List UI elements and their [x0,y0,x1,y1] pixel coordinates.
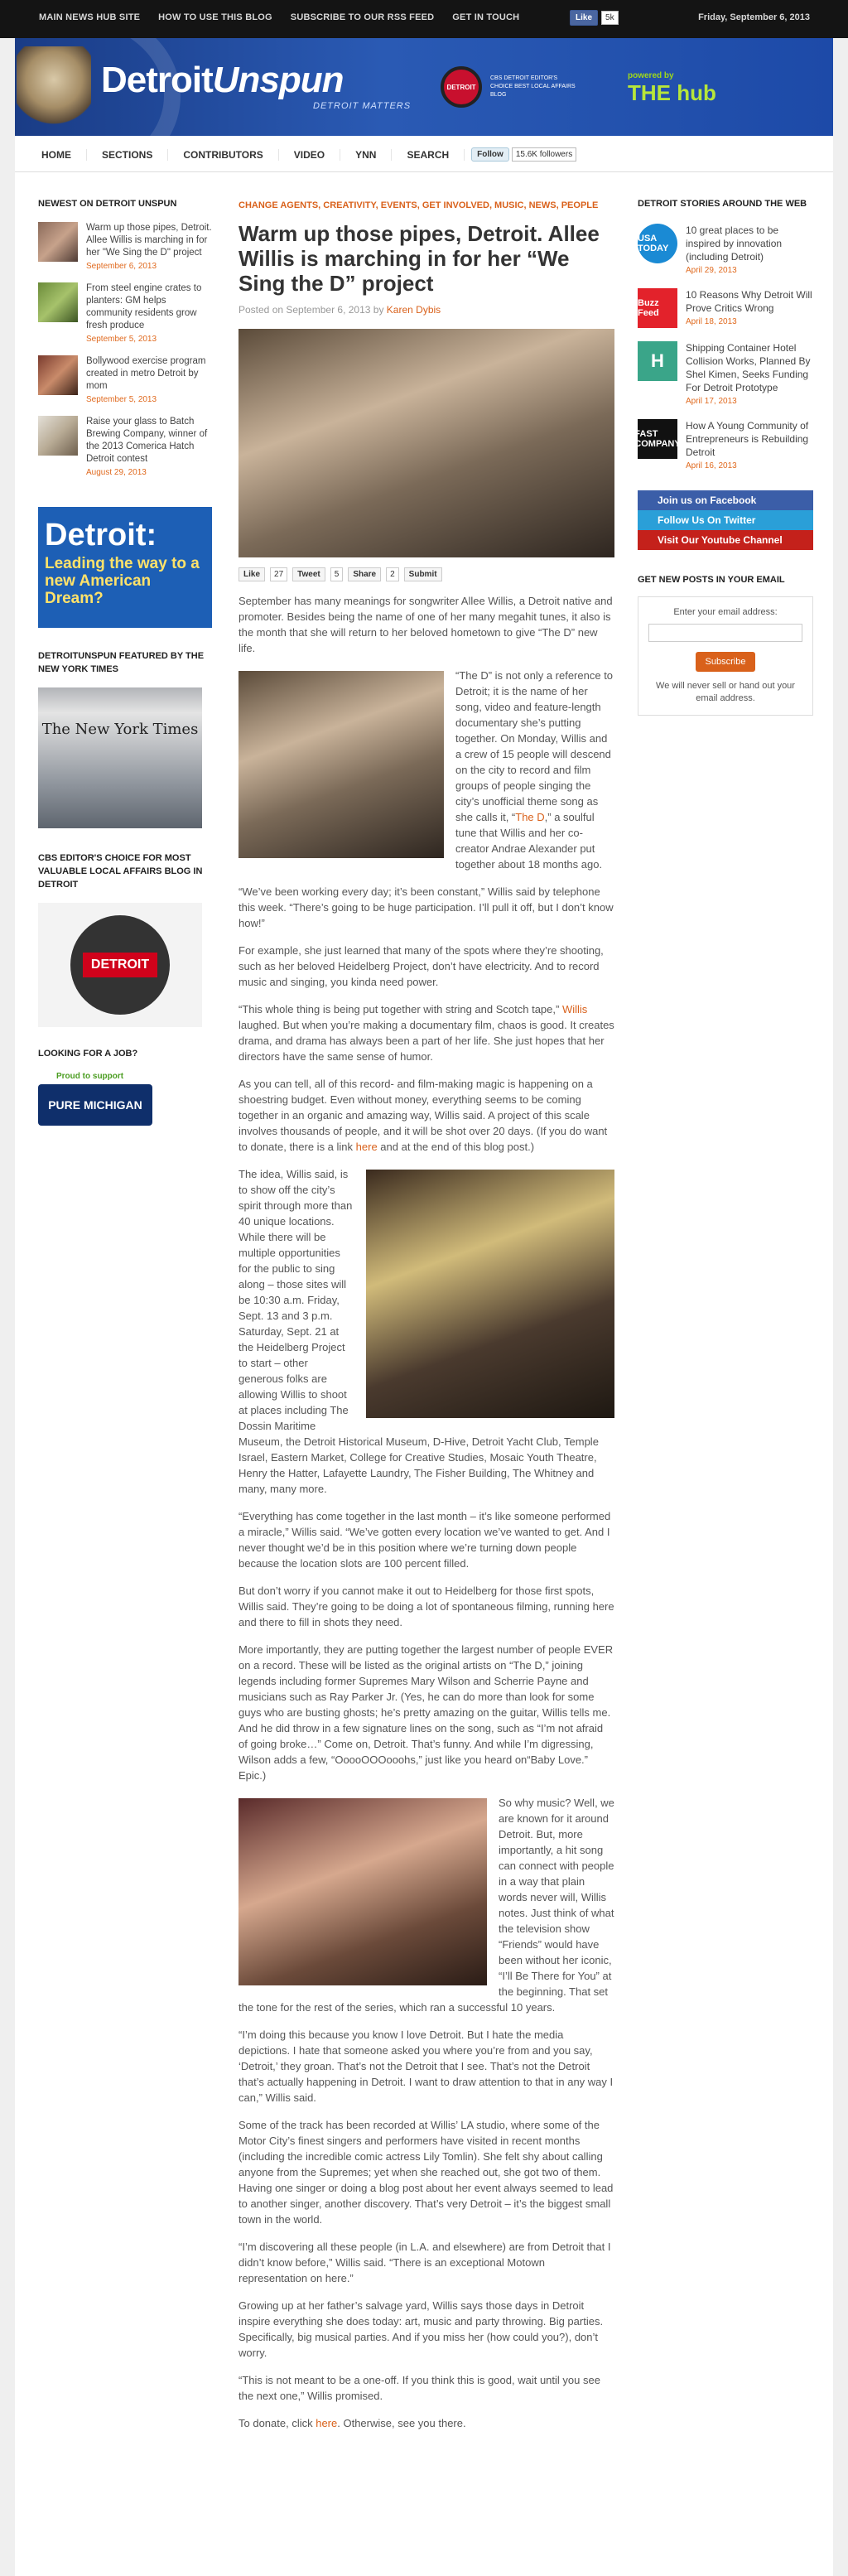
posted-date: Posted on September 6, 2013 by [238,304,384,316]
web-story[interactable] [638,341,813,406]
paragraph-text: To donate, click [238,2417,316,2429]
article-photo-group [238,671,444,858]
pure-michigan-label: Proud to support [56,1072,124,1081]
news-date: September 5, 2013 [86,395,157,404]
web-story-title[interactable]: 10 Reasons Why Detroit Will Prove Critics Wrong [686,289,812,314]
hub-logo: THE hub [628,80,716,105]
valuable-blogger-badge[interactable] [38,903,202,1027]
email-label: Enter your email address: [673,607,778,617]
nav-contributors[interactable]: CONTRIBUTORS [168,149,278,161]
article-hero-photo [238,329,614,557]
nav-search[interactable]: SEARCH [392,149,465,161]
nyt-title: DETROITUNSPUN FEATURED BY THE NEW YORK TIMES [38,651,205,674]
article-paragraph: Growing up at her father’s salvage yard, Willis says those days in Detroit inspire everything she does today: art, music and party throwing. Big parties. Specifically, big musical parties. And if you miss her (how could you?), don’t worry. [238,2299,604,2359]
top-link-rss[interactable]: SUBSCRIBE TO OUR RSS FEED [290,12,435,22]
paragraph-text: “The D” is not only a reference to Detroit; it is the name of her song, video and feature-length documentary she’s putting together. On Monday, Willis and a crew of 15 people will descend on the city to record and film groups of people singing the city’s unofficial theme song as she calls it, “ [455,669,614,823]
blogger-seal-icon [70,915,170,1015]
article-photo-studio [366,1170,614,1418]
powered-by-hub[interactable] [628,71,716,106]
facebook-like-button[interactable]: Like [570,10,598,26]
social-buttons [638,490,813,550]
buzzfeed-logo-icon: Buzz Feed [638,288,677,328]
logo-part-b: Unspun [212,60,344,100]
willis-link[interactable]: Willis [561,1003,588,1015]
web-story-title[interactable]: Shipping Container Hotel Collision Works, Planned By Shel Kimen, Seeks Funding For Detroit Prototype [686,342,811,393]
paragraph-text: So why music? Well, we are known for it around Detroit. But, more importantly, a hit song can connect with people in a way that plain words never will, Willis notes. Just think of what the television show “Friends” would have been without her iconic, “I’ll Be There for You” at the beginning. That set the tone for the rest of the series, which ran a successful 10 years. [238,1797,614,2014]
news-title[interactable]: From steel engine crates to planters: GM helps community residents grow fresh produce [86,283,202,330]
email-subscribe-box [638,596,813,716]
tweet-button[interactable]: Tweet [292,567,325,581]
news-date: August 29, 2013 [86,468,147,477]
usa-today-logo-icon: USA TODAY [638,224,677,263]
twitter-follow-button[interactable]: Follow [471,147,509,162]
article-paragraph: “I’m discovering all these people (in L.A. and elsewhere) are from Detroit that I didn’t know before,” Willis said. “There is an exceptional Motown representation on here.” [238,2241,611,2284]
donate-link[interactable]: here [355,1141,378,1153]
web-story-title[interactable]: 10 great places to be inspired by innovation (including Detroit) [686,224,783,263]
paragraph-text: . Otherwise, see you there. [337,2417,466,2429]
paragraph-text: ,” a soulful tune that Willis and her co-creator Andrae Alexander put together about 18 months ago. [455,811,603,871]
detroit-ad-banner[interactable] [38,507,212,628]
web-stories-title: DETROIT STORIES AROUND THE WEB [638,199,807,209]
article-paragraph: “This is not meant to be a one-off. If you think this is good, wait until you see the next one,” Willis promised. [238,2374,600,2402]
web-story[interactable] [638,224,813,275]
powered-label: powered by [628,71,674,80]
fb-like-count: 27 [270,567,287,581]
right-sidebar [634,197,813,716]
youtube-channel-button[interactable]: Visit Our Youtube Channel [638,530,813,550]
news-thumbnail[interactable] [38,416,78,456]
email-title: GET NEW POSTS IN YOUR EMAIL [638,575,785,585]
article-paragraph: “Everything has come together in the last month – it’s like someone performed a miracle,” Willis said. “We’ve gotten every location we’ve wanted to get. And I never thought we’d be in this position where we’re turning down people because the location slots are 100 percent filled. [238,1510,611,1570]
article-section [238,1795,614,2015]
article-headline: Warm up those pipes, Detroit. Allee Willis is marching in for her “We Sing the D” project [238,221,600,296]
web-story-date: April 17, 2013 [686,397,737,406]
seal-text: DETROIT [83,953,157,977]
article-paragraph [238,1076,614,1155]
paragraph-text: “This whole thing is being put together with string and Scotch tape,” [238,1003,562,1015]
news-date: September 5, 2013 [86,335,157,344]
left-sidebar [38,197,212,1126]
email-privacy-note: We will never sell or hand out your email address. [656,681,795,703]
article [238,199,614,2431]
news-item[interactable] [38,355,212,404]
web-story-title[interactable]: How A Young Community of Entrepreneurs is Rebuilding Detroit [686,420,809,458]
fast-company-logo-icon: FAST COMPANY [638,419,677,459]
paragraph-text: The idea, Willis said, is to show off the city’s spirit through more than 40 unique locations. While there will be multiple opportunities for the public to sing along – those sites will be 10:30 a.m. Friday, Sept. 13 and 3 p.m. Saturday, Sept. 21 at the Heidelberg Project to start – other generous folks are allowing Willis to shoot at places including The Dossin Maritime Museum, the Detroit Historical Museum, D-Hive, Detroit Yacht Club, Temple Israel, Eastern Market, College for Creative Studies, Mosaic Youth Theatre, Henry the Hatter, Lafayette Laundry, The Fisher Building, The Whitney and many, many more. [238,1168,599,1495]
twitter-followers: 15.6K followers [512,147,576,162]
article-paragraph: For example, she just learned that many of the spots where they’re shooting, such as her beloved Heidelberg Project, don’t have electricity. And to record music and singing, you kinda need power. [238,944,604,988]
article-byline [238,304,614,316]
news-thumbnail[interactable] [38,222,78,262]
web-story-date: April 29, 2013 [686,266,737,275]
article-paragraph: “We’ve been working every day; it’s been constant,” Willis said by telephone this week. “There’s going to be huge participation. I’ll pull it off, but I don’t know how!” [238,885,614,929]
twitter-follow [471,147,576,162]
linkedin-share-button[interactable]: Share [348,567,381,581]
paragraph-text: As you can tell, all of this record- and film-making magic is happening on a shoestring budget. Even without money, everything seems to be coming together in an organic and amazing way, Willis said. A project of this scale involves thousands of people, and it will be shot over 20 days. (If you do want to donate, there is a link [238,1078,608,1153]
top-link-how-to[interactable]: HOW TO USE THIS BLOG [158,12,272,22]
current-date: Friday, September 6, 2013 [698,12,810,22]
newest-title: NEWEST ON DETROIT UNSPUN [38,199,177,209]
bulldog-mascot-icon [17,46,91,129]
article-photo-recording [238,1798,487,1985]
article-section [238,1166,614,1497]
ad-subline: Leading the way to a new American Dream? [45,555,200,607]
subscribe-button[interactable]: Subscribe [696,652,756,672]
fb-like-button[interactable]: Like [238,567,265,581]
news-title[interactable]: Raise your glass to Batch Brewing Company, winner of the 2013 Comerica Hatch Detroit contest [86,417,208,464]
article-categories[interactable]: CHANGE AGENTS, CREATIVITY, EVENTS, GET INVOLVED, MUSIC, NEWS, PEOPLE [238,200,599,210]
article-section [238,668,614,872]
cbs-badge-icon: DETROIT [441,66,482,108]
news-item[interactable] [38,222,212,271]
facebook-like-count: 5k [601,11,619,25]
the-d-link[interactable]: The D [515,811,545,823]
article-paragraph [238,2415,614,2431]
author-link[interactable]: Karen Dybis [386,304,441,316]
news-thumbnail[interactable] [38,282,78,322]
pure-michigan-logo[interactable]: PURE MICHIGAN [38,1084,152,1126]
nav-video[interactable]: VIDEO [279,149,340,161]
reddit-submit-button[interactable]: Submit [404,567,442,581]
news-date: September 6, 2013 [86,262,157,271]
news-title[interactable]: Warm up those pipes, Detroit. Allee Willis is marching in for her "We Sing the D" project [86,223,212,258]
article-paragraph: “I’m doing this because you know I love Detroit. But I hate the media depictions. I hate that someone asked you where you’re from and you say, ‘Detroit,’ they groan. That’s not the Detroit that I see. That’s not the Detroit that’s actually happening in Detroit. I want to draw attention to that in any way I can,” Willis said. [238,2028,614,2104]
twitter-follow-link[interactable]: Follow Us On Twitter [638,510,813,530]
facebook-like [570,10,619,26]
article-paragraph: September has many meanings for songwriter Allee Willis, a Detroit native and promoter. Besides being the name of one of her many megahit tunes, it also is the month that she will return to her beloved hometown to give “The D” new life. [238,595,613,654]
news-thumbnail[interactable] [38,355,78,395]
nyt-wordmark: The New York Times [41,721,199,738]
cbs-title: CBS EDITOR'S CHOICE FOR MOST VALUABLE LOCAL AFFAIRS BLOG IN DETROIT [38,853,203,890]
cbs-badge-text: CBS DETROIT EDITOR'S CHOICE BEST LOCAL AFFAIRS BLOG [490,75,576,98]
share-bar [238,567,614,581]
site-tagline: DETROIT MATTERS [313,101,412,111]
news-title[interactable]: Bollywood exercise program created in metro Detroit by mom [86,356,206,391]
article-paragraph: More importantly, they are putting together the largest number of people EVER on a record. These will be listed as the original artists on “The D,” joining legends including former Supremes Mary Wilson and Scherrie Payne and musicians such as Ray Parker Jr. (Yes, he can do more than look for some guys who are busting ghosts; he’s pretty amazing on the guitar, Willis tells me. And he did throw in a few signature lines on the song, such as “I’m not afraid of going broke…” Come on, Detroit. That’s funny. And while I’m digressing, Wilson adds a few, “OoooOOOooohs,” just like you heard on“Baby Love.” Epic.) [238,1643,614,1782]
top-bar [0,0,848,38]
top-links [39,12,519,22]
ad-headline: Detroit: [45,518,157,552]
tweet-count: 5 [330,567,344,581]
web-story[interactable] [634,419,813,470]
article-paragraph: But don’t worry if you cannot make it out to Heidelberg for those first spots, Willis said. They’re going to be doing a lot of spontaneous filming, running here and there to fill in shots they need. [238,1585,614,1628]
job-title: LOOKING FOR A JOB? [38,1049,138,1059]
nav-sections[interactable]: SECTIONS [87,149,168,161]
paragraph-text: laughed. But when you’re making a documentary film, chaos is good. It creates drama, and drama has always been a part of her life. She just hopes that her directors have the same sense of humor. [238,1019,614,1063]
main-nav [15,136,833,172]
top-link-contact[interactable]: GET IN TOUCH [452,12,520,22]
news-item[interactable] [38,416,212,477]
nyt-building-image[interactable] [38,687,202,828]
article-paragraph [238,1001,614,1064]
facebook-join-button[interactable]: Join us on Facebook [638,490,813,510]
paragraph-text: and at the end of this blog post.) [377,1141,535,1153]
huffington-logo-icon: H [638,341,677,381]
page-body [15,172,833,2576]
top-link-main-news[interactable]: MAIN NEWS HUB SITE [39,12,141,22]
news-item[interactable] [38,282,212,344]
article-paragraph: Some of the track has been recorded at Willis’ LA studio, where some of the Motor City’s finest singers and performers have visited in recent months (including the incredible comic actress Lily Tomlin). She felt shy about calling anyone from the Supremes; yet when she reached out, she got two of them. Having one singer or doing a blog post about her event always seemed to lead to another singer, another discovery. That’s very Detroit – it’s the biggest small town in the world. [238,2119,614,2226]
share-count: 2 [386,567,399,581]
web-story-date: April 16, 2013 [686,461,737,470]
nav-ynn[interactable]: YNN [340,149,392,161]
donate-link-end[interactable]: here [316,2417,338,2429]
site-logo[interactable] [101,60,344,101]
nav-home[interactable]: HOME [26,149,87,161]
site-header [15,38,833,136]
logo-part-a: Detroit [101,60,213,100]
web-story[interactable] [638,288,813,328]
web-story-date: April 18, 2013 [686,317,737,326]
email-input[interactable] [648,624,802,642]
